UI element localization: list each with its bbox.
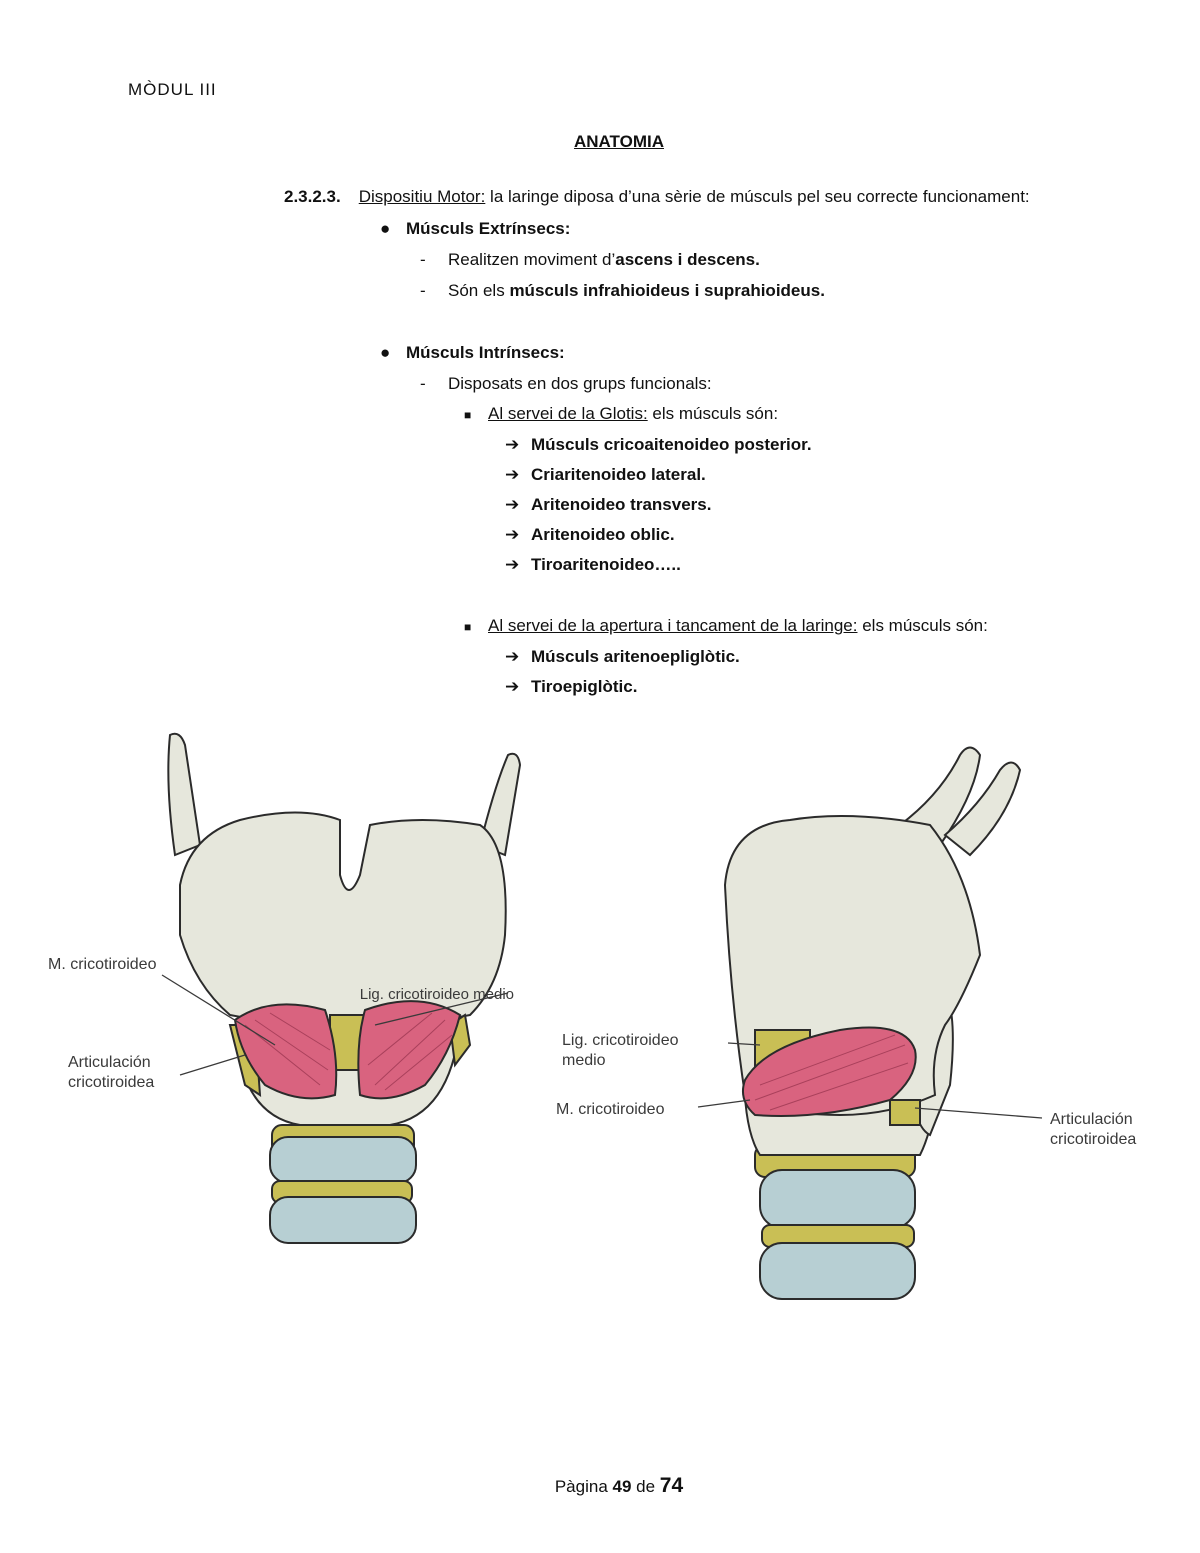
list-item	[505, 434, 812, 456]
list-item	[505, 646, 740, 668]
bullet-icon: ●	[380, 343, 391, 362]
square-bullet-icon: ■	[464, 620, 472, 634]
footer-prefix: Pàgina	[554, 1477, 613, 1496]
page-title: ANATOMIA	[573, 132, 665, 151]
list-item-text: Músculs aritenoepliglòtic.	[531, 647, 740, 666]
list-item-text: Aritenoideo oblic.	[531, 525, 675, 544]
dash-icon: -	[420, 250, 426, 269]
list-item-text: Tiroaritenoideo…..	[531, 555, 681, 574]
tracheal-ring	[760, 1243, 915, 1299]
list-item	[505, 554, 681, 576]
page-footer	[0, 1474, 1200, 1498]
arrow-right-icon: ➔	[505, 435, 520, 454]
extrinsecs-title-row	[380, 218, 570, 240]
section-intro: la laringe diposa d’una sèrie de músculs pel seu correcte funcionament:	[485, 187, 1030, 206]
label-cricotiroidea: cricotiroidea	[68, 1074, 155, 1091]
label-cricotiroidea: cricotiroidea	[1050, 1131, 1137, 1148]
intrinsecs-item-1	[420, 373, 712, 395]
arrow-right-icon: ➔	[505, 465, 520, 484]
group2-title-row	[464, 615, 988, 638]
list-item	[505, 464, 706, 486]
item-text: Realitzen moviment d’	[448, 250, 616, 269]
section-heading: Dispositiu Motor:	[358, 187, 486, 206]
intrinsecs-title-row	[380, 342, 565, 364]
group1-suffix: els músculs són:	[647, 404, 779, 423]
larynx-front-illustration	[40, 725, 540, 1255]
dash-icon: -	[420, 374, 426, 393]
list-item	[505, 676, 637, 698]
item-bold-text: ascens i descens.	[615, 250, 760, 269]
extrinsecs-item-2	[420, 280, 825, 302]
label-articulacion: Articulación	[68, 1054, 151, 1071]
group2-title: Al servei de la apertura i tancament de la laringe:	[488, 616, 858, 635]
item-bold-text: músculs infrahioideus i suprahioideus.	[509, 281, 825, 300]
bullet-icon: ●	[380, 219, 391, 238]
item-text: Són els	[448, 281, 510, 300]
label-lig-cricotiroideo: Lig. cricotiroideo	[562, 1032, 679, 1049]
larynx-lateral-illustration	[550, 725, 1170, 1305]
footer-total-pages: 74	[659, 1474, 684, 1497]
list-item-text: Músculs cricoaitenoideo posterior.	[531, 435, 812, 454]
list-item-text: Tiroepiglòtic.	[531, 677, 638, 696]
section-line	[284, 186, 1030, 208]
group1-title: Al servei de la Glotis:	[488, 404, 648, 423]
superior-horn-left	[168, 734, 200, 855]
group1-title-row	[464, 403, 778, 426]
group2-suffix: els músculs són:	[857, 616, 988, 635]
label-medio: medio	[562, 1052, 606, 1069]
extrinsecs-title: Músculs Extrínsecs:	[406, 219, 571, 238]
arrow-right-icon: ➔	[505, 677, 520, 696]
footer-middle: de	[631, 1477, 660, 1496]
label-m-cricotiroideo: M. cricotiroideo	[48, 956, 157, 973]
list-item-text: Criaritenoideo lateral.	[531, 465, 706, 484]
list-item-text: Aritenoideo transvers.	[531, 495, 712, 514]
dash-icon: -	[420, 281, 426, 300]
tracheal-ring	[270, 1197, 416, 1243]
arrow-right-icon: ➔	[505, 555, 520, 574]
arrow-right-icon: ➔	[505, 525, 520, 544]
square-bullet-icon: ■	[464, 408, 472, 422]
arrow-right-icon: ➔	[505, 647, 520, 666]
tracheal-ring	[760, 1170, 915, 1228]
cricothyroid-joint	[890, 1100, 920, 1125]
label-m-cricotiroideo: M. cricotiroideo	[556, 1101, 665, 1118]
tracheal-ring	[270, 1137, 416, 1183]
module-header: MÒDUL III	[128, 80, 217, 99]
list-item	[505, 524, 675, 546]
item-text: Disposats en dos grups funcionals:	[448, 374, 712, 393]
section-number: 2.3.2.3.	[284, 187, 341, 206]
footer-page-number: 49	[612, 1477, 632, 1496]
label-articulacion: Articulación	[1050, 1111, 1133, 1128]
arrow-right-icon: ➔	[505, 495, 520, 514]
extrinsecs-item-1	[420, 249, 760, 271]
list-item	[505, 494, 711, 516]
intrinsecs-title: Músculs Intrínsecs:	[406, 343, 565, 362]
label-lig-medio: Lig. cricotiroideo medio	[359, 986, 514, 1003]
